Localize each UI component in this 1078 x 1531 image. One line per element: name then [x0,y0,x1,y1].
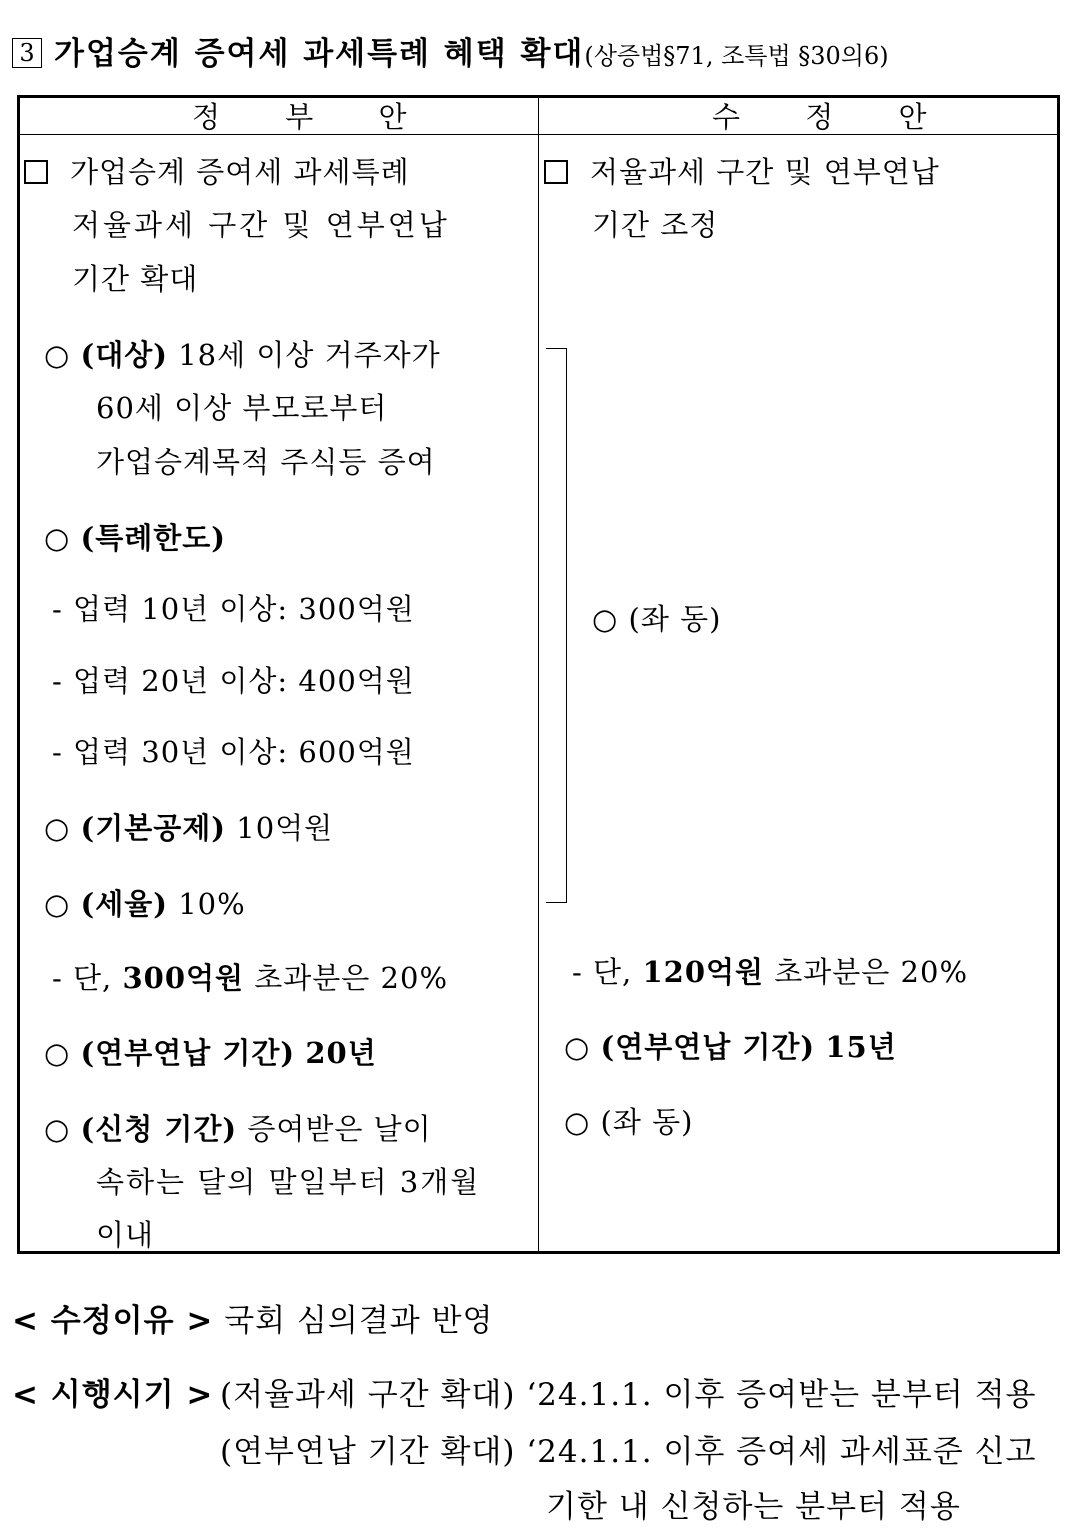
right-heading-line2: 기간 조정 [592,208,719,242]
bullet-circle-icon: ○ [564,1030,591,1064]
left-apply-item: ○ (신청 기간) 증여받은 날이 [44,1112,432,1146]
left-limit-30y: - 업력 30년 이상: 600억원 [52,735,415,769]
section-title-ref: (상증법§71, 조특법 §30의6) [584,42,889,70]
left-limit-item: ○ (특례한도) [44,521,227,555]
left-target-item: ○ (대상) 18세 이상 거주자가 [44,338,441,372]
section-number: 3 [12,38,42,68]
right-rate-note: - 단, 120억원 초과분은 20% [572,955,968,989]
right-period-item: ○ (연부연납 기간) 15년 [564,1030,897,1064]
effective-label: < 시행시기 > [12,1377,214,1413]
section-title [12,28,889,73]
checkbox-square-icon [544,160,568,184]
right-same-1: ○ (좌 동) [592,602,722,636]
bullet-circle-icon: ○ [44,1036,71,1070]
column-divider [538,98,539,1251]
left-apply-line2: 속하는 달의 말일부터 3개월 [96,1165,481,1199]
bullet-circle-icon: ○ [44,1112,71,1146]
left-rate-note: - 단, 300억원 초과분은 20% [52,961,448,995]
bullet-circle-icon: ○ [44,887,71,921]
bullet-circle-icon: ○ [44,338,71,372]
left-target-line2: 60세 이상 부모로부터 [96,391,388,425]
left-apply-line3: 이내 [96,1218,155,1252]
checkbox-square-icon [24,160,48,184]
bullet-circle-icon: ○ [44,521,71,555]
bullet-circle-icon: ○ [592,602,619,636]
bullet-circle-icon: ○ [564,1105,591,1139]
right-heading-line1: 저율과세 구간 및 연부연납 [544,150,940,191]
left-period-item: ○ (연부연납 기간) 20년 [44,1036,377,1070]
left-heading-line3: 기간 확대 [72,262,199,296]
left-rate-item: ○ (세율) 10% [44,887,246,921]
left-heading-line1: 가업승계 증여세 과세특례 [24,150,410,191]
section-title-main: 가업승계 증여세 과세특례 혜택 확대 [54,36,585,72]
left-limit-20y: - 업력 20년 이상: 400억원 [52,664,415,698]
left-deduction-item: ○ (기본공제) 10억원 [44,811,334,845]
reason-text: 국회 심의결과 반영 [224,1303,494,1339]
reason-label: < 수정이유 > [12,1303,214,1339]
right-same-2: ○ (좌 동) [564,1105,694,1139]
effective-row-1: (저율과세 구간 확대) ‘24.1.1. 이후 증여받는 분부터 적용 [220,1377,1037,1413]
effective-row-2: (연부연납 기간 확대) ‘24.1.1. 이후 증여세 과세표준 신고 [220,1434,1037,1470]
reason-row [12,1295,493,1340]
left-target-line3: 가업승계목적 주식등 증여 [96,445,436,479]
effective-row-2-cont: 기한 내 신청하는 분부터 적용 [546,1489,961,1525]
header-amended-proposal: 수 정 안 [712,100,955,134]
header-government-proposal: 정 부 안 [192,100,435,134]
bracket-icon [546,348,567,903]
bullet-circle-icon: ○ [44,811,71,845]
left-heading-line2: 저율과세 구간 및 연부연납 [72,208,450,242]
left-limit-10y: - 업력 10년 이상: 300억원 [52,592,415,626]
